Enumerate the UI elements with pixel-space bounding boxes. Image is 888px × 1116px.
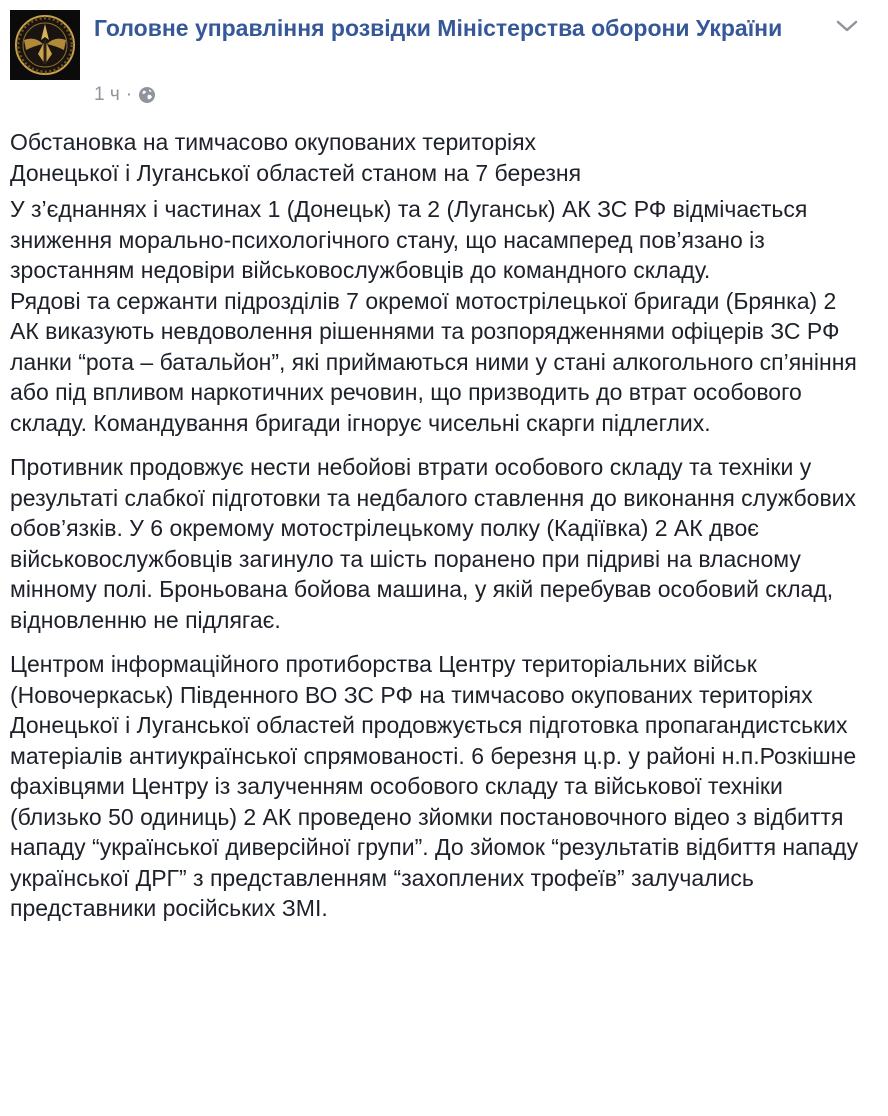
post-options-chevron-down-icon[interactable] [834, 16, 860, 36]
post-paragraph: Противник продовжує нести небойові втрати особового складу та техніки у результаті слабкої підготовки та недбалого ставлення до виконання службових обов’язків. У 6 окремому мотострілецькому полку (Кадіївка) 2 АК двоє військовослужбовців загинуло та шість поранено при підриві на власному мінному полі. Броньована бойова машина, у якій перебував особовий склад, відновленню не підлягає. [10, 454, 857, 633]
post-paragraph: Центром інформаційного протиборства Центру територіальних військ (Новочеркаськ) Південного ВО ЗС РФ на тимчасово окупованих територіях Донецької і Луганської областей продовжується підготовка пропагандистських матеріалів антиукраїнської спрямованості. 6 березня ц.р. у районі н.п.Розкішне фахівцями Центру із залученням особового складу та військової техніки (близько 50 одиниць) 2 АК проведено зйомки постановочного відео з відбиття нападу “української диверсійної групи”. До зйомок “результатів відбиття нападу української ДРГ” з представленням “захоплених трофеїв” залучались представники російських ЗМІ. [10, 651, 859, 921]
post-body [10, 127, 860, 938]
agency-emblem-icon [10, 10, 80, 80]
post-meta [94, 83, 156, 107]
globe-icon[interactable] [138, 86, 156, 104]
post-paragraph-title: Обстановка на тимчасово окупованих територіях Донецької і Луганської областей станом на 7 березня [10, 129, 582, 186]
meta-separator: · [125, 84, 133, 105]
post-paragraph: У з’єднаннях і частинах 1 (Донецьк) та 2 (Луганськ) АК ЗС РФ відмічається зниження морально-психологічного стану, що насамперед пов’язано із зростанням недовіри військовослужбовців до командного складу. Рядові та сержанти підрозділів 7 окремої мотострілецької бригади (Брянка) 2 АК виказують невдоволення рішеннями та розпорядженнями офіцерів ЗС РФ ланки “рота – батальйон”, які приймаються ними у стані алкогольного сп’яніння або під впливом наркотичних речовин, що призводить до втрат особового складу. Командування бригади ігнорує чисельні скарги підлеглих. [10, 196, 857, 436]
post-timestamp[interactable]: 1 ч [94, 84, 120, 105]
post-header [10, 10, 878, 110]
page-name-link[interactable]: Головне управління розвідки Міністерства оборони України [94, 15, 783, 41]
page-avatar[interactable] [10, 10, 80, 80]
